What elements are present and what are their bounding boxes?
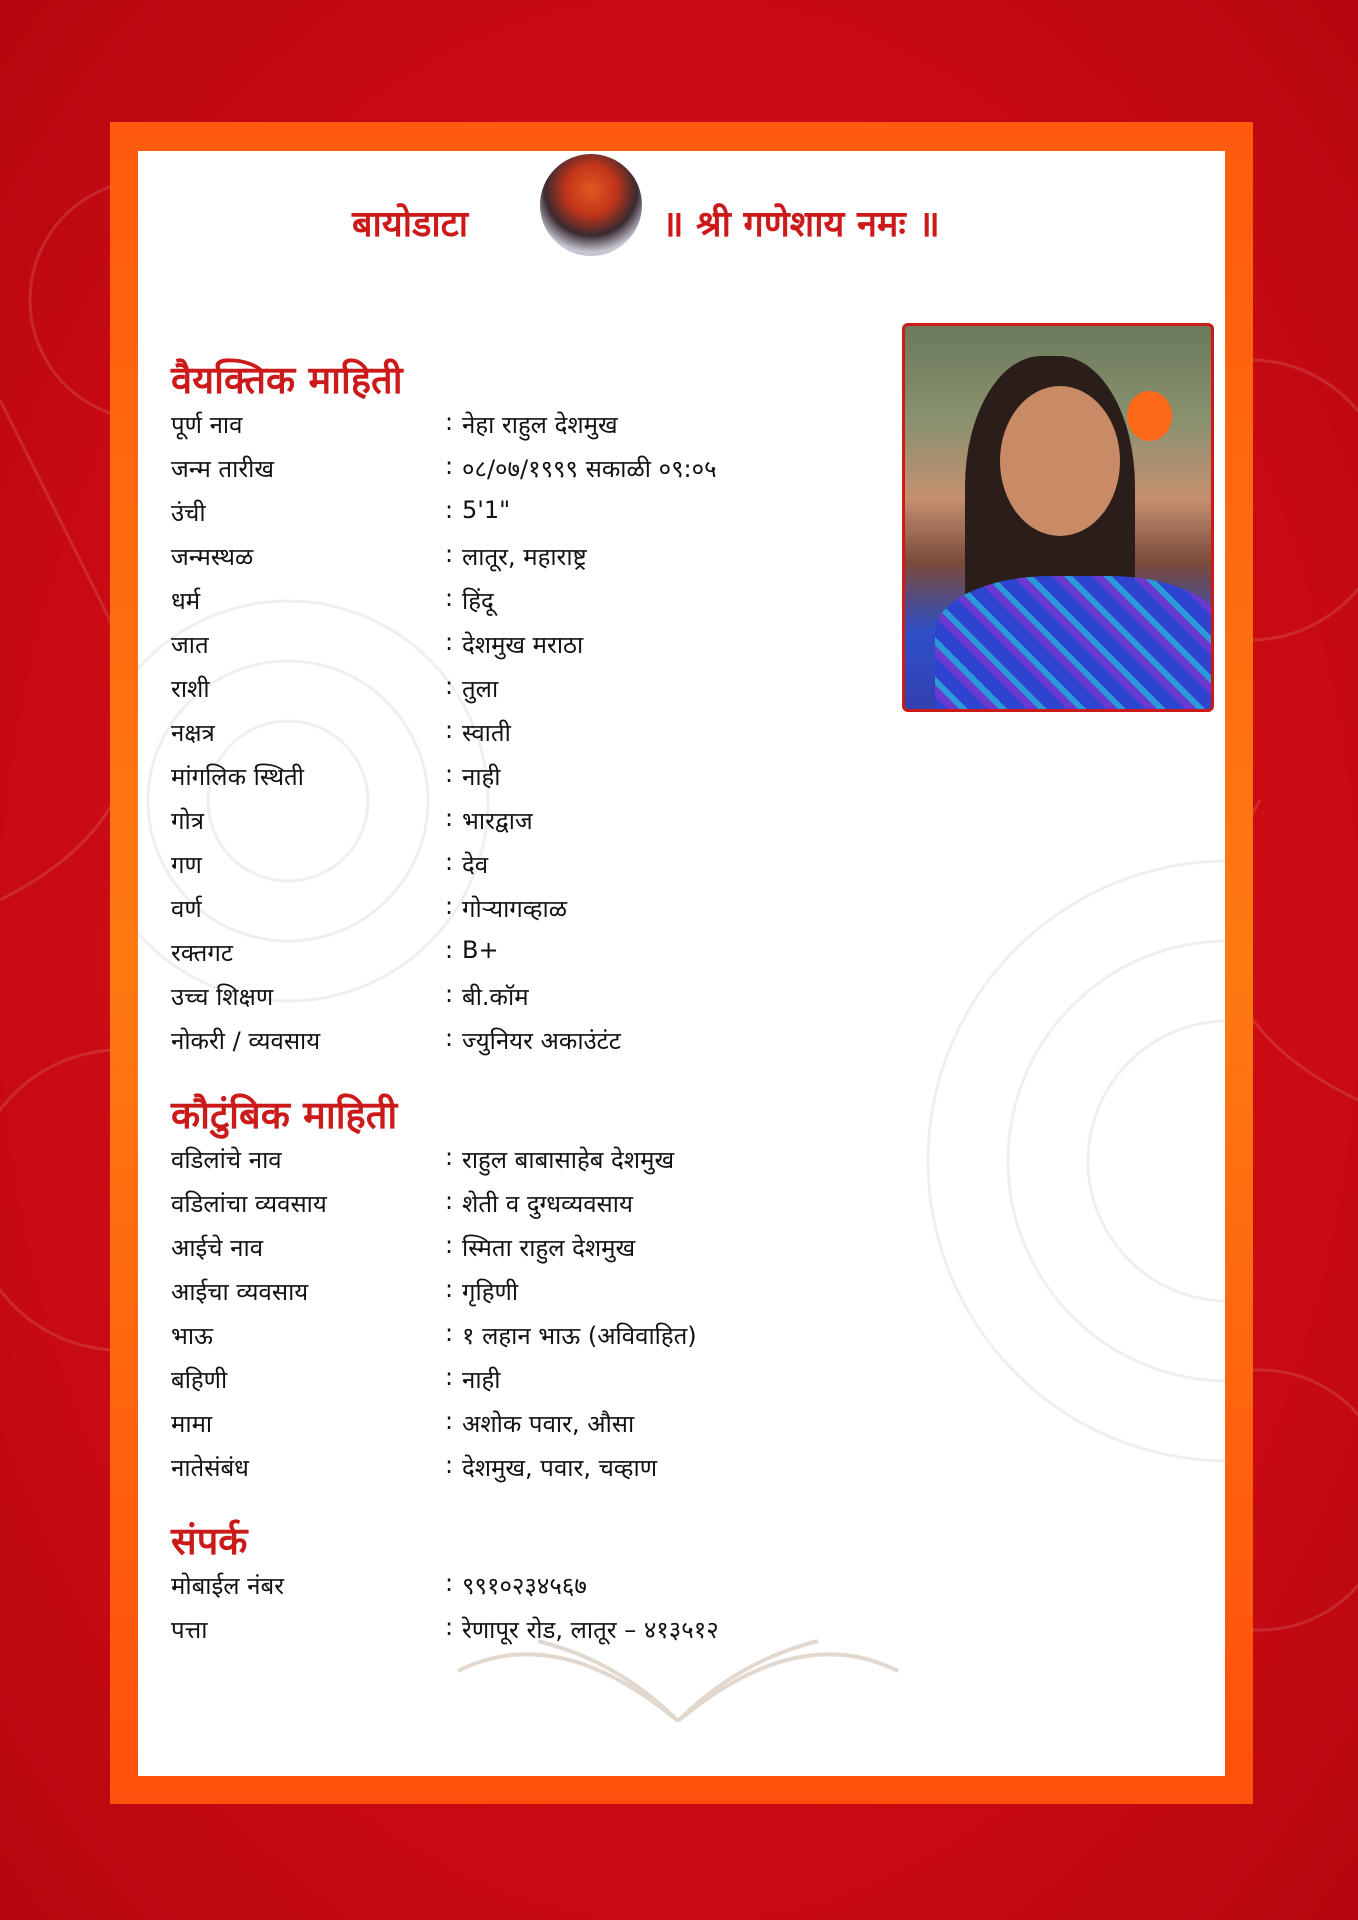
field-label: नोकरी / व्यवसाय bbox=[171, 1027, 321, 1055]
field-value: रेणापूर रोड, लातूर – ४१३५१२ bbox=[462, 1616, 719, 1644]
field-separator: : bbox=[445, 1187, 454, 1215]
field-label: वडिलांचे नाव bbox=[171, 1146, 282, 1174]
field-label: मामा bbox=[171, 1410, 213, 1438]
field-label: उच्च शिक्षण bbox=[171, 983, 274, 1011]
field-separator: : bbox=[445, 980, 454, 1008]
deity-image bbox=[540, 154, 642, 256]
field-label: आईचा व्यवसाय bbox=[171, 1278, 309, 1306]
field-separator: : bbox=[445, 1275, 454, 1303]
field-label: नक्षत्र bbox=[171, 719, 215, 747]
field-separator: : bbox=[445, 452, 454, 480]
field-label: गोत्र bbox=[171, 807, 204, 835]
field-value: नाही bbox=[462, 763, 501, 791]
field-value: B+ bbox=[462, 936, 499, 964]
field-separator: : bbox=[445, 408, 454, 436]
field-value: शेती व दुग्धव्यवसाय bbox=[462, 1190, 633, 1218]
field-label: जन्म तारीख bbox=[171, 455, 274, 483]
field-value: तुला bbox=[462, 675, 499, 703]
field-separator: : bbox=[445, 892, 454, 920]
field-separator: : bbox=[445, 540, 454, 568]
field-value: गृहिणी bbox=[462, 1278, 519, 1306]
field-label: आईचे नाव bbox=[171, 1234, 264, 1262]
field-label: उंची bbox=[171, 499, 206, 527]
field-separator: : bbox=[445, 760, 454, 788]
field-label: नातेसंबंध bbox=[171, 1454, 249, 1482]
field-separator: : bbox=[445, 804, 454, 832]
field-value: १ लहान भाऊ (अविवाहित) bbox=[462, 1322, 697, 1350]
field-value: स्वाती bbox=[462, 719, 511, 747]
field-separator: : bbox=[445, 1363, 454, 1391]
field-value: देशमुख मराठा bbox=[462, 631, 584, 659]
field-label: मोबाईल नंबर bbox=[171, 1572, 285, 1600]
field-value: 5'1" bbox=[462, 496, 511, 524]
field-separator: : bbox=[445, 1143, 454, 1171]
field-label: जात bbox=[171, 631, 209, 659]
field-value: ९९१०२३४५६७ bbox=[462, 1572, 587, 1600]
field-value: अशोक पवार, औसा bbox=[462, 1410, 635, 1438]
field-value: ज्युनियर अकाउंटंट bbox=[462, 1027, 621, 1055]
field-separator: : bbox=[445, 496, 454, 524]
field-separator: : bbox=[445, 716, 454, 744]
field-separator: : bbox=[445, 1569, 454, 1597]
field-label: वडिलांचा व्यवसाय bbox=[171, 1190, 327, 1218]
field-value: लातूर, महाराष्ट्र bbox=[462, 543, 587, 571]
field-label: गण bbox=[171, 851, 202, 879]
field-separator: : bbox=[445, 1319, 454, 1347]
profile-photo bbox=[902, 323, 1214, 712]
field-separator: : bbox=[445, 936, 454, 964]
field-separator: : bbox=[445, 628, 454, 656]
field-value: देशमुख, पवार, चव्हाण bbox=[462, 1454, 658, 1482]
field-label: पूर्ण नाव bbox=[171, 411, 243, 439]
field-separator: : bbox=[445, 1231, 454, 1259]
field-separator: : bbox=[445, 1613, 454, 1641]
field-label: बहिणी bbox=[171, 1366, 228, 1394]
field-label: जन्मस्थळ bbox=[171, 543, 254, 571]
field-separator: : bbox=[445, 848, 454, 876]
section-heading: संपर्क bbox=[171, 1519, 248, 1563]
field-value: बी.कॉम bbox=[462, 983, 529, 1011]
invocation-text: ॥ श्री गणेशाय नमः ॥ bbox=[662, 204, 940, 245]
field-label: मांगलिक स्थिती bbox=[171, 763, 304, 791]
field-separator: : bbox=[445, 1024, 454, 1052]
field-value: देव bbox=[462, 851, 489, 879]
field-separator: : bbox=[445, 1407, 454, 1435]
field-value: नाही bbox=[462, 1366, 501, 1394]
field-label: पत्ता bbox=[171, 1616, 208, 1644]
field-label: भाऊ bbox=[171, 1322, 213, 1350]
field-value: ०८/०७/१९९९ सकाळी ०९:०५ bbox=[462, 455, 717, 483]
field-value: राहुल बाबासाहेब देशमुख bbox=[462, 1146, 675, 1174]
field-label: राशी bbox=[171, 675, 210, 703]
section-heading: वैयक्तिक माहिती bbox=[171, 358, 403, 402]
field-value: नेहा राहुल देशमुख bbox=[462, 411, 618, 439]
field-label: धर्म bbox=[171, 587, 201, 615]
field-value: गोऱ्यागव्हाळ bbox=[462, 895, 567, 923]
biodata-title: बायोडाटा bbox=[352, 204, 469, 245]
field-separator: : bbox=[445, 1451, 454, 1479]
field-separator: : bbox=[445, 584, 454, 612]
field-value: हिंदू bbox=[462, 587, 494, 615]
field-value: स्मिता राहुल देशमुख bbox=[462, 1234, 636, 1262]
field-label: वर्ण bbox=[171, 895, 202, 923]
field-value: भारद्वाज bbox=[462, 807, 533, 835]
field-separator: : bbox=[445, 672, 454, 700]
mandala-decoration bbox=[888, 711, 1225, 1611]
section-heading: कौटुंबिक माहिती bbox=[171, 1093, 398, 1137]
field-label: रक्तगट bbox=[171, 939, 233, 967]
